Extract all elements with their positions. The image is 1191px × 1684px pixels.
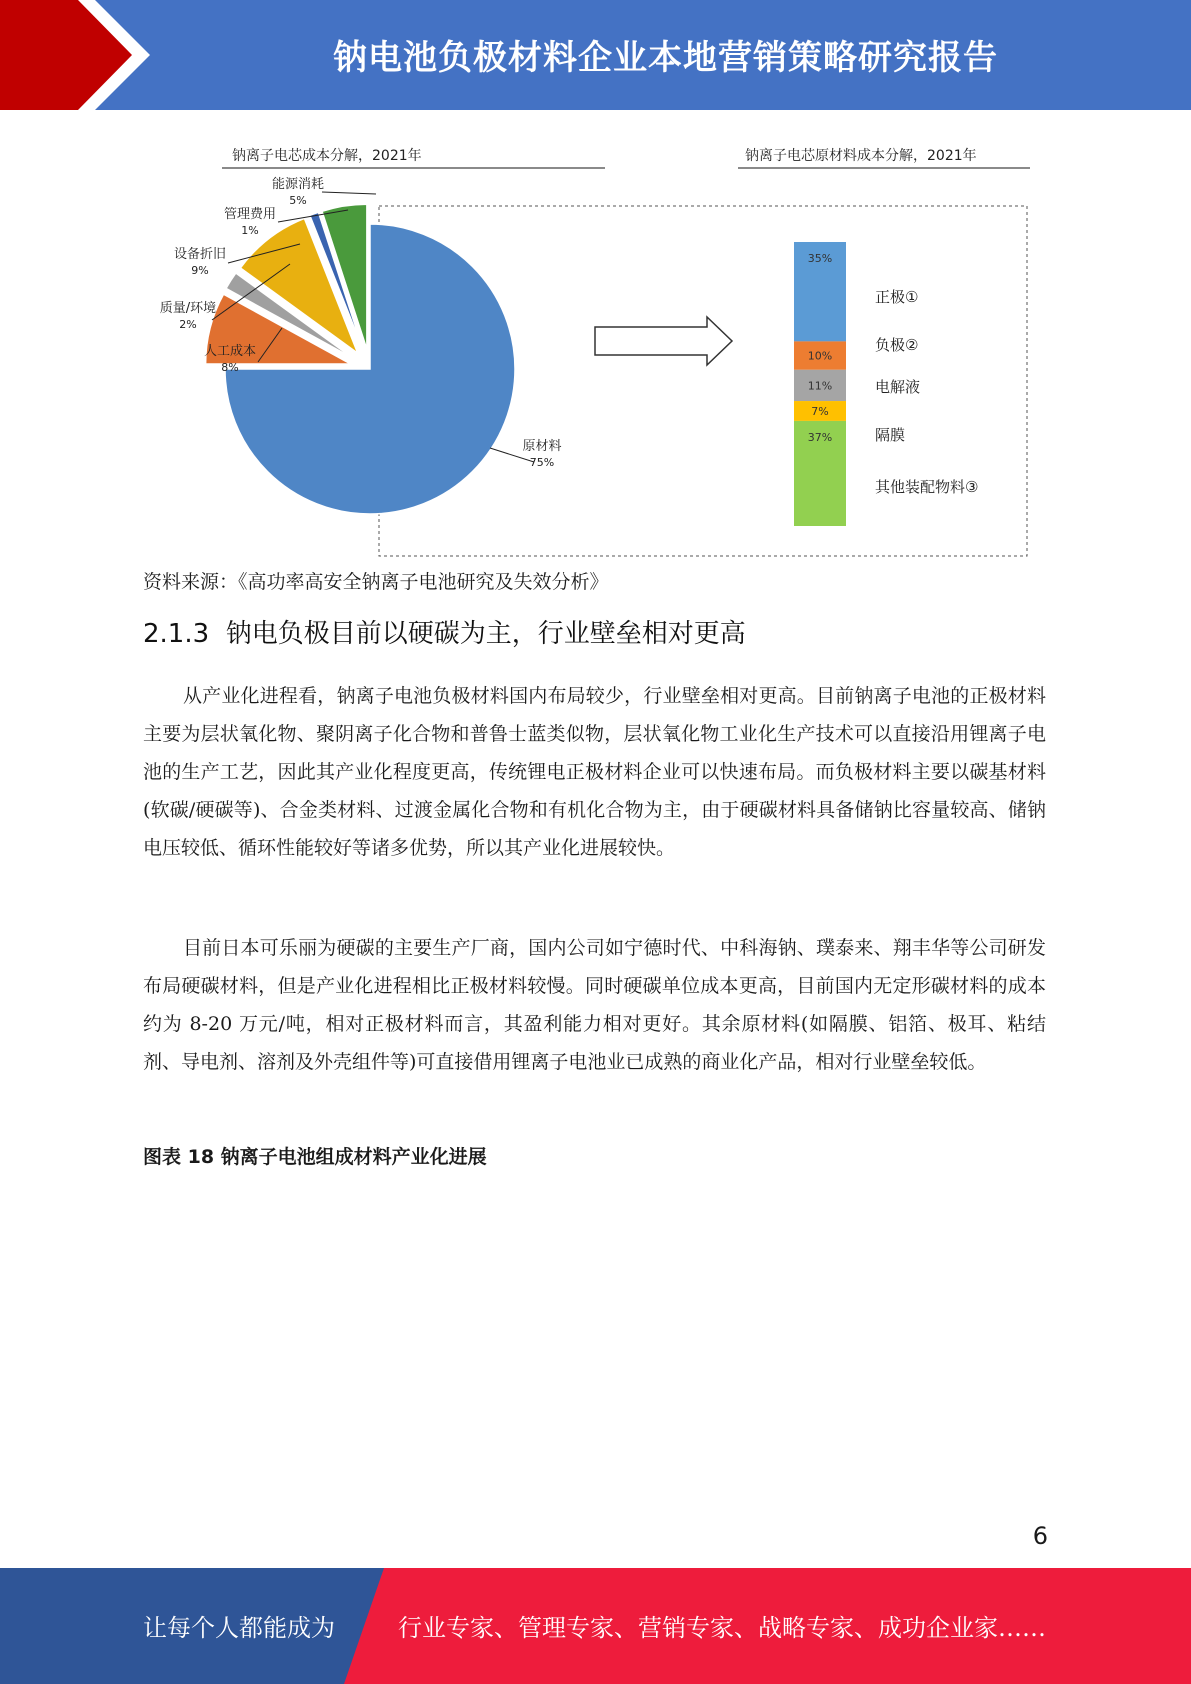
figure-source: 资料来源：《高功率高安全钠离子电池研究及失效分析》 [143,571,609,593]
pie-label-equipment-depreciation: 设备折旧 [173,247,227,262]
bar-value-anode: 10% [807,349,833,363]
section-title: 钠电负极目前以硬碳为主，行业壁垒相对更高 [225,619,746,649]
pie-label-quality-environment: 质量/环境 [159,301,217,316]
pie-value-quality-environment: 2% [179,318,197,331]
report-title: 钠电池负极材料企业本地营销策略研究报告 [333,38,998,78]
pie-value-labor-cost: 8% [221,361,239,374]
pie-label-energy-consumption: 能源消耗 [271,177,325,192]
pie-chart [203,204,515,514]
bar-category-anode: 负极② [875,336,919,354]
bar-chart-title: 钠离子电芯原材料成本分解，2021年 [745,148,977,164]
pie-value-energy-consumption: 5% [289,194,307,207]
figure-caption: 图表 18 钠离子电池组成材料产业化进展 [143,1146,487,1168]
paragraph-2: 目前日本可乐丽为硬碳的主要生产厂商，国内公司如宁德时代、中科海钠、璞泰来、翔丰华等公司研发布局硬碳材料，但是产业化进程相比正极材料较慢。同时硬碳单位成本更高，目前国内无定形碳材料的成本约为 8-20 万元/吨，相对正极材料而言，其盈利能力相对更好。其余原材料(如隔膜、铝箔、极耳、粘结剂、导电剂、溶剂及外壳组件等)可直接借用锂离子电池业已成熟的商业化产品，相对行业壁垒较低。 [143,937,1046,1073]
bar-value-cathode: 35% [807,252,833,265]
section-number: 2.1.3 [143,619,210,649]
pie-label-labor-cost: 人工成本 [203,344,257,359]
paragraph-1: 从产业化进程看，钠离子电池负极材料国内布局较少，行业壁垒相对更高。目前钠离子电池的正极材料主要为层状氧化物、聚阴离子化合物和普鲁士蓝类似物，层状氧化物工业化生产技术可以直接沿用锂离子电池的生产工艺，因此其产业化程度更高，传统锂电正极材料企业可以快速布局。而负极材料主要以碳基材料(软碳/硬碳等)、合金类材料、过渡金属化合物和有机化合物为主，由于硬碳材料具备储钠比容量较高、储钠电压较低、循环性能较好等诸多优势，所以其产业化进展较快。 [143,685,1046,859]
pie-label-management-fee: 管理费用 [223,207,277,222]
page-header [0,0,1191,110]
cost-breakdown-charts [150,140,1040,560]
bar-category-other-materials: 其他装配物料③ [875,478,979,496]
pie-value-management-fee: 1% [241,224,259,237]
bar-value-other-materials: 37% [807,430,833,444]
bar-category-cathode: 正极① [875,288,919,306]
section-heading [143,613,746,650]
bar-category-electrolyte: 电解液 [875,378,921,396]
bar-value-separator: 7% [811,404,829,418]
pie-leader-line [322,192,376,194]
bar-category-separator: 隔膜 [875,426,906,444]
pie-value-equipment-depreciation: 9% [191,264,209,277]
footer-slogan-left: 让每个人都能成为 [143,1614,335,1642]
pie-value-raw-materials: 75% [529,456,555,469]
pie-chart-title: 钠离子电芯成本分解，2021年 [232,148,422,164]
pie-label-raw-materials: 原材料 [522,439,562,454]
footer-slogan-right: 行业专家、管理专家、营销专家、战略专家、成功企业家…… [398,1614,1046,1642]
arrow-right-icon [595,317,732,365]
cost-breakdown-figure [150,140,1040,560]
page-number: 6 [1032,1522,1048,1550]
page-footer [0,1568,1191,1684]
bar-value-electrolyte: 11% [807,379,833,393]
stacked-bar-chart [794,242,978,526]
